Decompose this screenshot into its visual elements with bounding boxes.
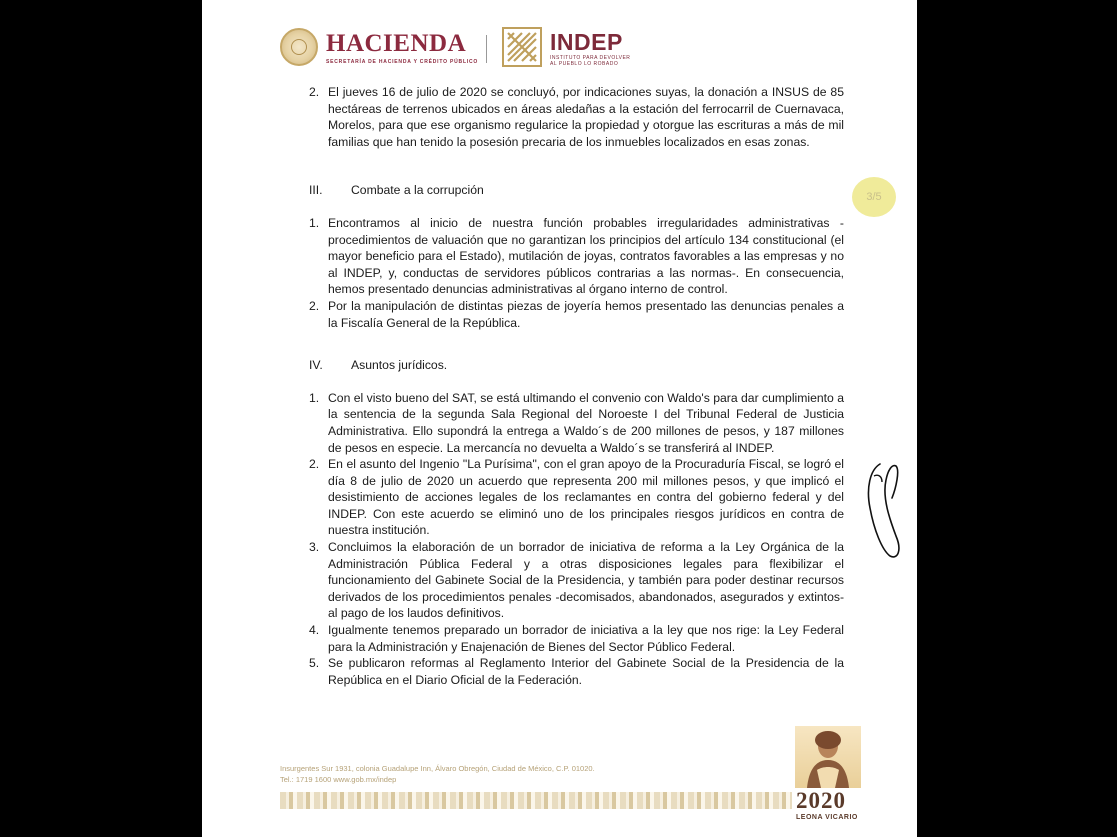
indep-subtitle-line-1: INSTITUTO PARA DEVOLVER bbox=[550, 55, 631, 61]
handwritten-initials bbox=[852, 458, 907, 563]
list-text: En el asunto del Ingenio "La Purísima", con el gran apoyo de la Procuraduría Fiscal, se logró el día 8 de julio de 2020 un acuerdo que representa 200 mil millones pesos, y que implicó el desistimiento de acciones legales de los reclamantes en contra del gobierno federal y del INDEP. Con este acuerdo se eliminó uno de los principales riesgos jurídicos en contra de nuestra institución. bbox=[328, 457, 844, 538]
leona-vicario-portrait bbox=[795, 726, 861, 788]
page-number-stamp: 3/5 bbox=[852, 177, 896, 217]
list-text: Concluimos la elaboración de un borrador de iniciativa de reforma a la Ley Orgánica de la Administración Pública Federal y a otras disposiciones legales para flexibilizar el funcionamiento del Gabinete Social de la Presidencia, y también para poder destinar recursos derivados de los procedimientos penales -decomisados, abandonados, asegurados y extintos- al pago de los laudos definitivos. bbox=[328, 540, 844, 621]
section-numeral: IV. bbox=[309, 358, 323, 373]
hacienda-subtitle: SECRETARÍA DE HACIENDA Y CRÉDITO PÚBLICO bbox=[326, 59, 479, 65]
list-number: 4. bbox=[309, 623, 320, 638]
section-title: Combate a la corrupción bbox=[351, 183, 484, 198]
section-heading-corruption bbox=[309, 182, 844, 199]
indep-logo-text: INDEP bbox=[550, 29, 623, 55]
document-page bbox=[202, 0, 917, 837]
list-number: 1. bbox=[309, 390, 320, 405]
year-2020-subtitle: LEONA VICARIO bbox=[796, 814, 858, 821]
list-number: 3. bbox=[309, 540, 320, 555]
list-text: Con el visto bueno del SAT, se está ultimando el convenio con Waldo's para dar cumplimiento a la sentencia de la segunda Sala Regional del Noroeste I del Tribunal Federal de Justicia Administrativa. Ello supondrá la entrega a Waldo´s de 200 millones de pesos, y 187 millones de pesos en especie. La mercancía no devuelta a Waldo´s se transferirá al INDEP. bbox=[328, 390, 844, 455]
list-text: Igualmente tenemos preparado un borrador de iniciativa a la ley que nos rige: la Ley Federal para la Administración y Enajenación de Bienes del Sector Público Federal. bbox=[328, 623, 844, 654]
mexico-seal-logo bbox=[280, 28, 318, 66]
section-heading-legal bbox=[309, 357, 844, 374]
list-item bbox=[309, 456, 844, 539]
section-numeral: III. bbox=[309, 183, 323, 198]
indep-subtitle bbox=[550, 55, 630, 67]
footer-pattern-band bbox=[280, 792, 792, 809]
indep-logo-icon bbox=[502, 27, 542, 67]
document-body bbox=[309, 84, 844, 688]
list-text: Por la manipulación de distintas piezas de joyería hemos presentado las denuncias penales a la Fiscalía General de la República. bbox=[328, 298, 844, 330]
list-item bbox=[309, 622, 844, 655]
list-item bbox=[309, 84, 844, 150]
footer-address: Insurgentes Sur 1931, colonia Guadalupe Inn, Álvaro Obregón, Ciudad de México, C.P. 01020. bbox=[280, 764, 595, 773]
list-number: 2. bbox=[309, 457, 320, 472]
list-number: 1. bbox=[309, 215, 320, 230]
list-item bbox=[309, 655, 844, 688]
list-item bbox=[309, 539, 844, 622]
corruption-list bbox=[309, 215, 844, 331]
footer-contact: Tel.: 1719 1600 www.gob.mx/indep bbox=[280, 775, 397, 784]
list-text: Encontramos al inicio de nuestra función probables irregularidades administrativas -procedimientos de valuación que no garantizan los principios del artículo 134 constitucional (el mayor beneficio para el Estado), mutilación de joyas, contratos favorables a las empresas y no al INDEP, y, conductas de servidores públicos contrarias a las normas-. En consecuencia, hemos presentado denuncias administrativas al órgano interno de control. bbox=[328, 215, 844, 297]
list-number: 2. bbox=[309, 298, 320, 313]
list-number: 5. bbox=[309, 656, 320, 671]
list-item bbox=[309, 390, 844, 456]
list-item bbox=[309, 298, 844, 331]
logo-divider bbox=[486, 35, 487, 63]
top-list bbox=[309, 84, 844, 150]
list-text: Se publicaron reformas al Reglamento Interior del Gabinete Social de la Presidencia de la República en el Diario Oficial de la Federación. bbox=[328, 656, 844, 687]
list-text: El jueves 16 de julio de 2020 se concluyó, por indicaciones suyas, la donación a INSUS de 85 hectáreas de terrenos ubicados en áreas aledañas a la estación del ferrocarril de Cuernavaca, Morelos, para que ese organismo regularice la propiedad y otorgue las escrituras a más de mil familias que han tenido la posesión precaria de los inmuebles localizados en esas zonas. bbox=[328, 85, 844, 149]
legal-list bbox=[309, 390, 844, 689]
section-title: Asuntos jurídicos. bbox=[351, 358, 448, 373]
indep-subtitle-line-2: AL PUEBLO LO ROBADO bbox=[550, 61, 619, 67]
year-2020-logo: 2020 bbox=[796, 788, 846, 813]
letterhead bbox=[280, 27, 640, 75]
list-item bbox=[309, 215, 844, 298]
hacienda-logo-text: HACIENDA bbox=[326, 30, 467, 57]
list-number: 2. bbox=[309, 85, 320, 99]
